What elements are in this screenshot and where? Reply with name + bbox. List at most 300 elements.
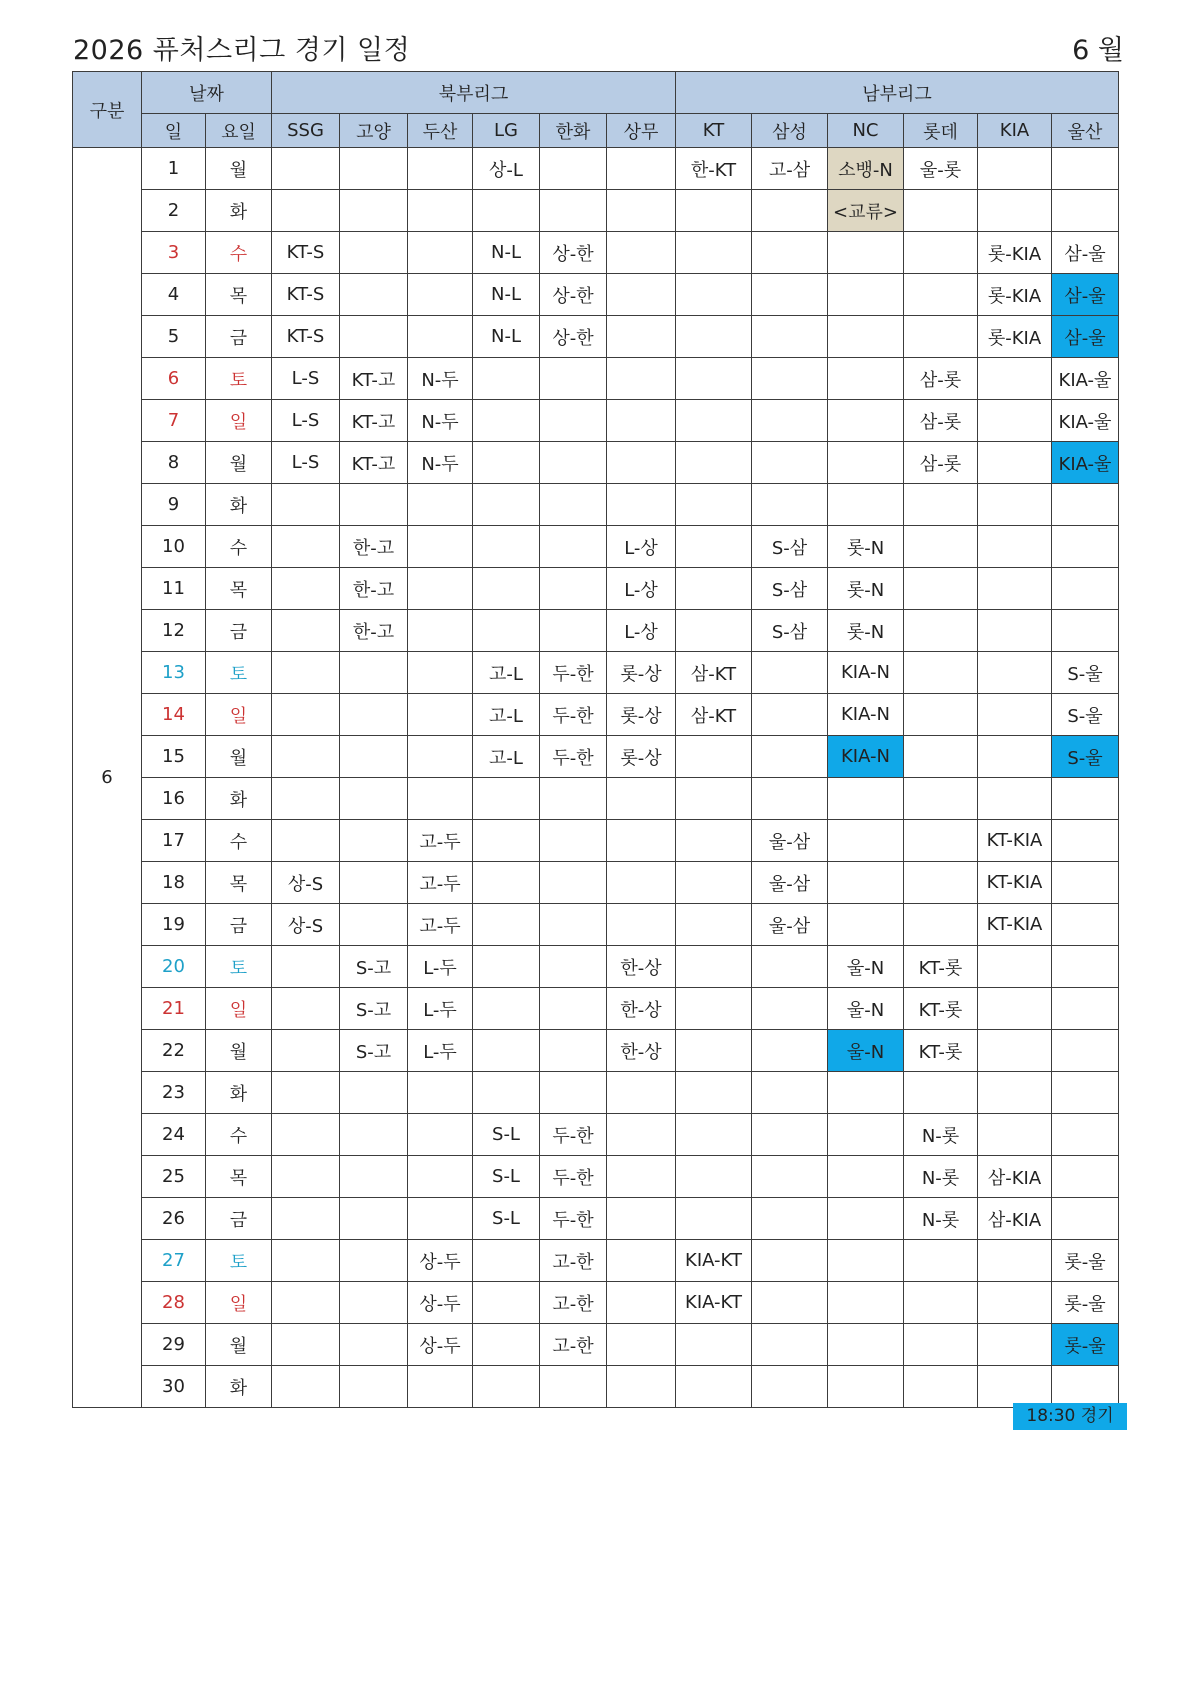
game-cell (473, 484, 540, 526)
game-cell (978, 1324, 1052, 1366)
game-cell: 고-한 (540, 1324, 607, 1366)
weekday-cell: 수 (206, 232, 272, 274)
game-cell (752, 190, 828, 232)
game-cell (340, 274, 408, 316)
game-cell (676, 1198, 752, 1240)
game-cell: 상-한 (540, 232, 607, 274)
game-cell: S-삼 (752, 526, 828, 568)
game-cell (1052, 190, 1119, 232)
game-cell: KT-KIA (978, 862, 1052, 904)
table-row (73, 274, 1119, 316)
game-cell (607, 400, 676, 442)
game-cell (408, 778, 473, 820)
header-team: 한화 (540, 114, 607, 148)
game-cell (904, 652, 978, 694)
game-cell (408, 1114, 473, 1156)
game-cell (340, 862, 408, 904)
game-cell (540, 778, 607, 820)
table-row (73, 778, 1119, 820)
game-cell (978, 484, 1052, 526)
game-cell (828, 1156, 904, 1198)
game-cell (676, 820, 752, 862)
game-cell: 고-삼 (752, 148, 828, 190)
game-cell (828, 400, 904, 442)
game-cell (408, 1156, 473, 1198)
header-team: KT (676, 114, 752, 148)
game-cell: 롯-상 (607, 736, 676, 778)
game-cell (272, 568, 340, 610)
game-cell (978, 652, 1052, 694)
game-cell: 고-두 (408, 820, 473, 862)
day-cell: 5 (142, 316, 206, 358)
game-cell (904, 316, 978, 358)
table-row (73, 400, 1119, 442)
game-cell (473, 442, 540, 484)
game-cell (1052, 1030, 1119, 1072)
game-cell: KIA-N (828, 694, 904, 736)
game-cell: 삼-KIA (978, 1198, 1052, 1240)
game-cell (473, 1030, 540, 1072)
game-cell (607, 484, 676, 526)
game-cell: L-상 (607, 610, 676, 652)
game-cell (904, 190, 978, 232)
game-cell (904, 904, 978, 946)
game-cell: KIA-N (828, 652, 904, 694)
game-cell (978, 1240, 1052, 1282)
game-cell (1052, 610, 1119, 652)
game-cell: KIA-N (828, 736, 904, 778)
game-cell (904, 1324, 978, 1366)
game-cell: 삼-롯 (904, 400, 978, 442)
game-cell (272, 1240, 340, 1282)
game-cell (752, 1324, 828, 1366)
month-label: 6 월 (1072, 35, 1124, 66)
game-cell: N-두 (408, 358, 473, 400)
game-cell: KT-롯 (904, 1030, 978, 1072)
day-cell: 24 (142, 1114, 206, 1156)
table-row (73, 568, 1119, 610)
game-cell: 삼-KT (676, 652, 752, 694)
game-cell (473, 1282, 540, 1324)
day-cell: 28 (142, 1282, 206, 1324)
game-cell: 상-한 (540, 274, 607, 316)
game-cell (540, 568, 607, 610)
table-row (73, 904, 1119, 946)
game-cell (676, 1156, 752, 1198)
game-cell (408, 1198, 473, 1240)
game-cell: 고-L (473, 694, 540, 736)
game-cell (978, 148, 1052, 190)
day-cell: 7 (142, 400, 206, 442)
game-cell (1052, 946, 1119, 988)
game-cell: S-삼 (752, 610, 828, 652)
game-cell (408, 316, 473, 358)
game-cell (607, 274, 676, 316)
game-cell (828, 1324, 904, 1366)
game-cell (828, 778, 904, 820)
game-cell: 상-두 (408, 1282, 473, 1324)
game-cell: KIA-KT (676, 1240, 752, 1282)
game-cell (408, 526, 473, 568)
weekday-cell: 토 (206, 1240, 272, 1282)
game-cell: 상-한 (540, 316, 607, 358)
game-cell: KT-S (272, 232, 340, 274)
game-cell (828, 358, 904, 400)
game-cell (272, 484, 340, 526)
game-cell (752, 1030, 828, 1072)
game-cell (607, 862, 676, 904)
game-cell (540, 1366, 607, 1408)
game-cell (540, 1072, 607, 1114)
game-cell (607, 1156, 676, 1198)
game-cell: KT-KIA (978, 820, 1052, 862)
game-cell: 두-한 (540, 1198, 607, 1240)
game-cell: L-S (272, 442, 340, 484)
game-cell (904, 1240, 978, 1282)
game-cell (272, 148, 340, 190)
weekday-cell: 일 (206, 988, 272, 1030)
game-cell (540, 148, 607, 190)
game-cell: 롯-상 (607, 694, 676, 736)
header-team: 두산 (408, 114, 473, 148)
header-north-league: 북부리그 (272, 72, 676, 114)
game-cell (1052, 820, 1119, 862)
game-cell (340, 694, 408, 736)
game-cell (978, 190, 1052, 232)
game-cell (904, 1366, 978, 1408)
game-cell (540, 400, 607, 442)
game-cell: 삼-KT (676, 694, 752, 736)
game-cell (1052, 988, 1119, 1030)
game-cell (540, 526, 607, 568)
table-row (73, 1198, 1119, 1240)
game-cell (676, 946, 752, 988)
game-cell: L-상 (607, 526, 676, 568)
table-row (73, 1282, 1119, 1324)
game-cell (540, 904, 607, 946)
game-cell (676, 442, 752, 484)
game-cell (752, 1114, 828, 1156)
game-cell (340, 484, 408, 526)
game-cell: N-롯 (904, 1198, 978, 1240)
header-category: 구분 (73, 72, 142, 148)
game-cell (828, 1240, 904, 1282)
game-cell (272, 736, 340, 778)
day-cell: 26 (142, 1198, 206, 1240)
weekday-cell: 일 (206, 400, 272, 442)
game-cell: 한-고 (340, 526, 408, 568)
game-cell (272, 820, 340, 862)
weekday-cell: 화 (206, 1366, 272, 1408)
game-cell (828, 484, 904, 526)
game-cell: 삼-울 (1052, 274, 1119, 316)
game-cell (978, 1282, 1052, 1324)
game-cell (408, 1072, 473, 1114)
game-cell: S-L (473, 1156, 540, 1198)
game-cell (607, 1282, 676, 1324)
game-cell: N-L (473, 316, 540, 358)
game-cell (904, 526, 978, 568)
game-cell (828, 442, 904, 484)
game-cell (540, 190, 607, 232)
game-cell: 한-상 (607, 988, 676, 1030)
game-cell (676, 1366, 752, 1408)
header-team: 상무 (607, 114, 676, 148)
page-title: 2026 퓨처스리그 경기 일정 (73, 35, 411, 66)
table-row (73, 1114, 1119, 1156)
game-cell (752, 988, 828, 1030)
day-cell: 17 (142, 820, 206, 862)
game-cell (828, 274, 904, 316)
table-row (73, 610, 1119, 652)
game-cell (978, 610, 1052, 652)
game-cell: 소뱅-N (828, 148, 904, 190)
game-cell (978, 1072, 1052, 1114)
header-date: 날짜 (142, 72, 272, 114)
game-cell (676, 1114, 752, 1156)
day-cell: 27 (142, 1240, 206, 1282)
game-cell (978, 1030, 1052, 1072)
game-cell (607, 1240, 676, 1282)
game-cell (607, 778, 676, 820)
game-cell (752, 946, 828, 988)
game-cell (904, 1072, 978, 1114)
game-cell (676, 988, 752, 1030)
weekday-cell: 수 (206, 1114, 272, 1156)
game-cell (1052, 1366, 1119, 1408)
game-cell (340, 148, 408, 190)
game-cell (272, 1324, 340, 1366)
legend-evening-game: 18:30 경기 (1013, 1403, 1127, 1430)
header-weekday: 요일 (206, 114, 272, 148)
game-cell (540, 358, 607, 400)
weekday-cell: 목 (206, 274, 272, 316)
weekday-cell: 토 (206, 358, 272, 400)
game-cell (904, 232, 978, 274)
game-cell (272, 946, 340, 988)
game-cell (828, 862, 904, 904)
game-cell: 한-고 (340, 610, 408, 652)
game-cell (1052, 568, 1119, 610)
game-cell (978, 736, 1052, 778)
game-cell (340, 778, 408, 820)
game-cell (540, 946, 607, 988)
game-cell (473, 1366, 540, 1408)
game-cell (676, 736, 752, 778)
game-cell (272, 1198, 340, 1240)
game-cell: KT-고 (340, 358, 408, 400)
game-cell (828, 1198, 904, 1240)
game-cell (828, 1072, 904, 1114)
game-cell: 삼-KIA (978, 1156, 1052, 1198)
weekday-cell: 금 (206, 316, 272, 358)
game-cell (607, 904, 676, 946)
game-cell (978, 694, 1052, 736)
game-cell (473, 1240, 540, 1282)
table-row (73, 316, 1119, 358)
game-cell (607, 358, 676, 400)
game-cell (676, 190, 752, 232)
game-cell: 두-한 (540, 652, 607, 694)
game-cell (676, 1324, 752, 1366)
game-cell (978, 526, 1052, 568)
game-cell (1052, 526, 1119, 568)
game-cell (676, 1072, 752, 1114)
game-cell: 삼-울 (1052, 316, 1119, 358)
game-cell (1052, 484, 1119, 526)
game-cell (676, 484, 752, 526)
game-cell (607, 232, 676, 274)
game-cell (473, 904, 540, 946)
game-cell: 한-상 (607, 1030, 676, 1072)
game-cell: 울-N (828, 988, 904, 1030)
day-cell: 10 (142, 526, 206, 568)
weekday-cell: 화 (206, 778, 272, 820)
game-cell: KIA-울 (1052, 400, 1119, 442)
game-cell: 두-한 (540, 694, 607, 736)
game-cell (676, 610, 752, 652)
day-cell: 25 (142, 1156, 206, 1198)
game-cell (340, 904, 408, 946)
game-cell: KT-S (272, 316, 340, 358)
game-cell: 롯-KIA (978, 232, 1052, 274)
game-cell (408, 484, 473, 526)
game-cell: N-L (473, 232, 540, 274)
game-cell: L-S (272, 400, 340, 442)
day-cell: 16 (142, 778, 206, 820)
game-cell (904, 778, 978, 820)
game-cell (676, 400, 752, 442)
game-cell: KT-고 (340, 400, 408, 442)
game-cell (272, 988, 340, 1030)
game-cell (1052, 862, 1119, 904)
game-cell: KIA-울 (1052, 358, 1119, 400)
game-cell (540, 1030, 607, 1072)
weekday-cell: 월 (206, 1324, 272, 1366)
weekday-cell: 목 (206, 1156, 272, 1198)
game-cell: KT-롯 (904, 946, 978, 988)
header-team: SSG (272, 114, 340, 148)
game-cell: 고-한 (540, 1240, 607, 1282)
header-team: LG (473, 114, 540, 148)
game-cell (978, 358, 1052, 400)
game-cell: 롯-울 (1052, 1240, 1119, 1282)
game-cell (607, 1198, 676, 1240)
game-cell: 상-S (272, 904, 340, 946)
game-cell: 롯-KIA (978, 316, 1052, 358)
game-cell (340, 190, 408, 232)
table-row (73, 232, 1119, 274)
weekday-cell: 월 (206, 148, 272, 190)
game-cell (272, 1030, 340, 1072)
game-cell: KT-KIA (978, 904, 1052, 946)
weekday-cell: 토 (206, 652, 272, 694)
game-cell (676, 778, 752, 820)
game-cell: 상-S (272, 862, 340, 904)
day-cell: 8 (142, 442, 206, 484)
game-cell: 고-두 (408, 862, 473, 904)
game-cell (904, 610, 978, 652)
game-cell (752, 1198, 828, 1240)
game-cell (904, 820, 978, 862)
game-cell (272, 1282, 340, 1324)
game-cell (340, 820, 408, 862)
game-cell (540, 820, 607, 862)
day-cell: 23 (142, 1072, 206, 1114)
game-cell (408, 232, 473, 274)
game-cell (904, 568, 978, 610)
game-cell (978, 1114, 1052, 1156)
game-cell (904, 862, 978, 904)
game-cell: 울-N (828, 946, 904, 988)
header-team: 고양 (340, 114, 408, 148)
game-cell (607, 148, 676, 190)
day-cell: 9 (142, 484, 206, 526)
weekday-cell: 목 (206, 568, 272, 610)
game-cell: S-울 (1052, 694, 1119, 736)
weekday-cell: 월 (206, 736, 272, 778)
game-cell (408, 274, 473, 316)
game-cell: 롯-N (828, 568, 904, 610)
game-cell: L-두 (408, 988, 473, 1030)
header-team: KIA (978, 114, 1052, 148)
game-cell (340, 1198, 408, 1240)
game-cell (828, 232, 904, 274)
game-cell (473, 988, 540, 1030)
day-cell: 21 (142, 988, 206, 1030)
game-cell: S-고 (340, 1030, 408, 1072)
game-cell (340, 1282, 408, 1324)
table-row (73, 526, 1119, 568)
game-cell: N-L (473, 274, 540, 316)
game-cell: 한-KT (676, 148, 752, 190)
game-cell (1052, 1114, 1119, 1156)
table-row (73, 736, 1119, 778)
game-cell (340, 1072, 408, 1114)
game-cell (340, 1240, 408, 1282)
game-cell (272, 1072, 340, 1114)
game-cell (828, 904, 904, 946)
day-cell: 30 (142, 1366, 206, 1408)
game-cell (978, 946, 1052, 988)
day-cell: 4 (142, 274, 206, 316)
game-cell (607, 190, 676, 232)
game-cell (473, 568, 540, 610)
weekday-cell: 일 (206, 694, 272, 736)
game-cell (752, 1366, 828, 1408)
game-cell: 롯-울 (1052, 1324, 1119, 1366)
game-cell (752, 1282, 828, 1324)
game-cell (676, 904, 752, 946)
game-cell (978, 1366, 1052, 1408)
game-cell (473, 778, 540, 820)
game-cell (978, 988, 1052, 1030)
game-cell (340, 1114, 408, 1156)
game-cell (607, 1072, 676, 1114)
game-cell (752, 274, 828, 316)
weekday-cell: 월 (206, 1030, 272, 1072)
table-row (73, 442, 1119, 484)
game-cell: <교류> (828, 190, 904, 232)
game-cell (978, 778, 1052, 820)
game-cell: 울-삼 (752, 862, 828, 904)
game-cell (607, 820, 676, 862)
game-cell: 롯-N (828, 610, 904, 652)
game-cell: 상-두 (408, 1240, 473, 1282)
game-cell (752, 736, 828, 778)
game-cell (473, 946, 540, 988)
day-cell: 29 (142, 1324, 206, 1366)
